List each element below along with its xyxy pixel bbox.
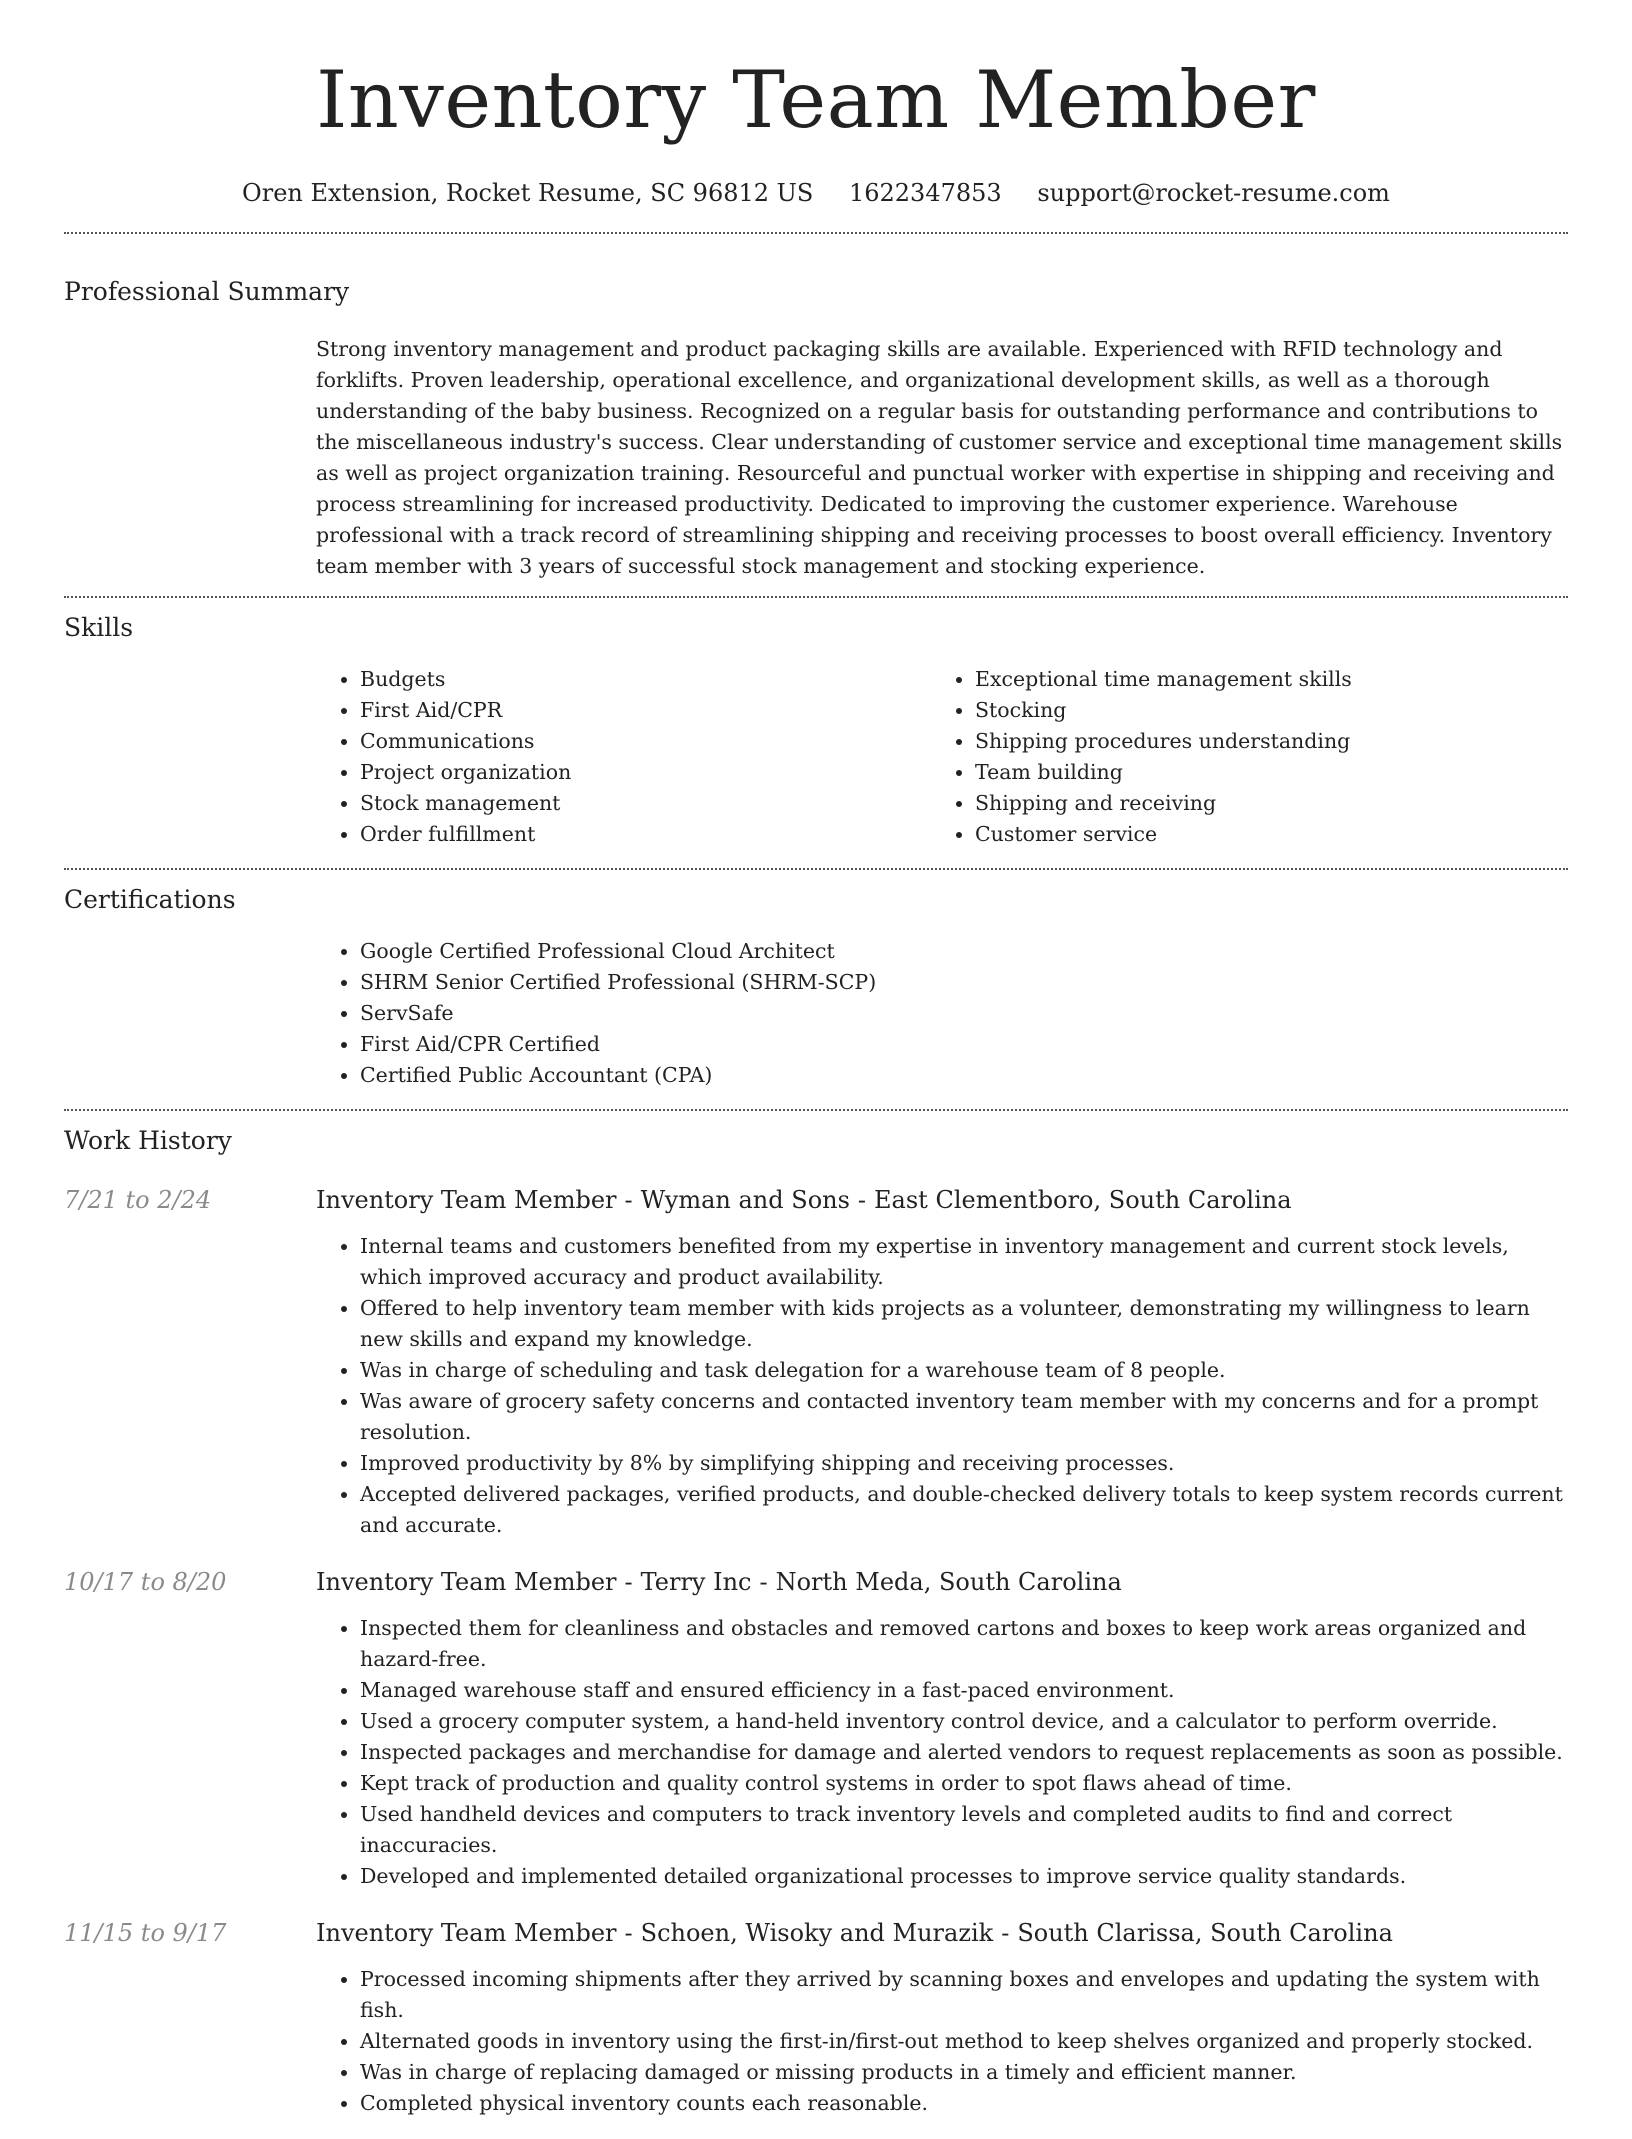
job-title-separator: - [1001,1919,1010,1947]
skill-item: • Shipping and receiving [975,788,1568,819]
contact-email: support@rocket-resume.com [1037,179,1390,207]
job-bullet: • Was aware of grocery safety concerns and contacted inventory team member with my concerns and for a prompt resolution. [360,1386,1568,1448]
certifications-list [64,936,1568,1109]
skill-item: • Stock management [360,788,953,819]
job-title [316,1916,1568,1950]
job-bullet: • Internal teams and customers benefited from my expertise in inventory management and current stock levels, which improved accuracy and product availability. [360,1231,1568,1293]
skill-item: • Project organization [360,757,953,788]
certification-item: • ServSafe [360,998,1568,1029]
job-title-separator: - [624,1186,633,1214]
job-dates: 10/17 to 8/20 [64,1568,227,1596]
skill-item: • Customer service [975,819,1568,850]
job-bullet: • Was in charge of scheduling and task delegation for a warehouse team of 8 people. [360,1355,1568,1386]
certification-item: • First Aid/CPR Certified [360,1029,1568,1060]
job-body [316,1916,1568,2119]
job-bullet: • Processed incoming shipments after they arrived by scanning boxes and envelopes and updating the system with fish. [360,1964,1568,2026]
job-bullet: • Accepted delivered packages, verified products, and double-checked delivery totals to keep system records current and accurate. [360,1479,1568,1541]
work-history-section [64,1111,1568,2139]
job-dates: 11/15 to 9/17 [64,1919,227,1947]
candidate-name: Inventory Team Member [316,54,1316,146]
job-company: Wyman and Sons [640,1186,850,1214]
job-title-separator: - [624,1919,633,1947]
job-bullet: • Developed and implemented detailed organizational processes to improve service quality standards. [360,1861,1568,1892]
contact-phone: 1622347853 [848,179,1002,207]
skill-item: • Shipping procedures understanding [975,726,1568,757]
job-location: South Clarissa, South Carolina [1017,1919,1393,1947]
job-role: Inventory Team Member [316,1186,617,1214]
job-bullet: • Was in charge of replacing damaged or missing products in a timely and efficient manner. [360,2057,1568,2088]
job-title-separator: - [624,1568,633,1596]
contact-address: Oren Extension, Rocket Resume, SC 96812 US [242,179,814,207]
job-entry [64,1183,1568,1541]
skill-item: • Team building [975,757,1568,788]
job-entry [64,1916,1568,2119]
skill-item: • Stocking [975,695,1568,726]
resume-header [64,0,1568,208]
skills-column-right [953,664,1568,850]
job-bullets [316,1964,1568,2119]
work-history-title: Work History [64,1126,232,1155]
skills-title: Skills [64,613,134,642]
job-bullet: • Improved productivity by 8% by simplifying shipping and receiving processes. [360,1448,1568,1479]
summary-section [64,234,1568,596]
job-bullet: • Alternated goods in inventory using the first-in/first-out method to keep shelves organized and properly stocked. [360,2026,1568,2057]
job-bullet: • Used handheld devices and computers to track inventory levels and completed audits to find and correct inaccuracies. [360,1799,1568,1861]
job-title-separator: - [759,1568,768,1596]
skills-section [64,598,1568,868]
contact-line [64,178,1568,208]
summary-title: Professional Summary [64,277,350,306]
job-bullets [316,1613,1568,1892]
skill-item: • Budgets [360,664,953,695]
job-role: Inventory Team Member [316,1568,617,1596]
job-bullet: • Inspected packages and merchandise for damage and alerted vendors to request replacements as soon as possible. [360,1737,1568,1768]
skills-grid [64,664,1568,868]
job-company: Schoen, Wisoky and Murazik [640,1919,994,1947]
job-entry [64,1565,1568,1892]
certification-item: • Google Certified Professional Cloud Architect [360,936,1568,967]
job-location: East Clementboro, South Carolina [874,1186,1292,1214]
job-role: Inventory Team Member [316,1919,617,1947]
job-bullet: • Kept track of production and quality control systems in order to spot flaws ahead of time. [360,1768,1568,1799]
job-bullets [316,1231,1568,1541]
skills-column-left [64,664,953,850]
job-title [316,1183,1568,1217]
job-bullet: • Used a grocery computer system, a hand-held inventory control device, and a calculator to perform override. [360,1706,1568,1737]
certifications-section [64,870,1568,1109]
job-body [316,1183,1568,1541]
job-location: North Meda, South Carolina [775,1568,1122,1596]
skill-item: • Exceptional time management skills [975,664,1568,695]
job-title-separator: - [857,1186,867,1214]
certification-item: • SHRM Senior Certified Professional (SHRM-SCP) [360,967,1568,998]
skill-item: • First Aid/CPR [360,695,953,726]
job-title [316,1565,1568,1599]
skill-item: • Order fulfillment [360,819,953,850]
certification-item: • Certified Public Accountant (CPA) [360,1060,1568,1091]
job-bullet: • Offered to help inventory team member with kids projects as a volunteer, demonstrating my willingness to learn new skills and expand my knowledge. [360,1293,1568,1355]
job-bullet: • Completed physical inventory counts each reasonable. [360,2088,1568,2119]
certifications-title: Certifications [64,885,236,914]
job-company: Terry Inc [640,1568,752,1596]
skill-item: • Communications [360,726,953,757]
job-bullet: • Managed warehouse staff and ensured efficiency in a fast-paced environment. [360,1675,1568,1706]
summary-text: Strong inventory management and product packaging skills are available. Experienced with RFID technology and forklifts. Proven leadership, operational excellence, and organizational development skills, as well as a thorough understanding of the baby business. Recognized on a regular basis for outstanding performance and contributions to the miscellaneous industry's success. Clear understanding of customer service and exceptional time management skills as well as project organization training. Resourceful and punctual worker with expertise in shipping and receiving and process streamlining for increased productivity. Dedicated to improving the customer experience. Warehouse professional with a track record of streamlining shipping and receiving processes to boost overall efficiency. Inventory team member with 3 years of successful stock management and stocking experience. [316,337,1563,578]
job-bullet: • Inspected them for cleanliness and obstacles and removed cartons and boxes to keep work areas organized and hazard-free. [360,1613,1568,1675]
job-body [316,1565,1568,1892]
job-dates: 7/21 to 2/24 [64,1186,212,1214]
